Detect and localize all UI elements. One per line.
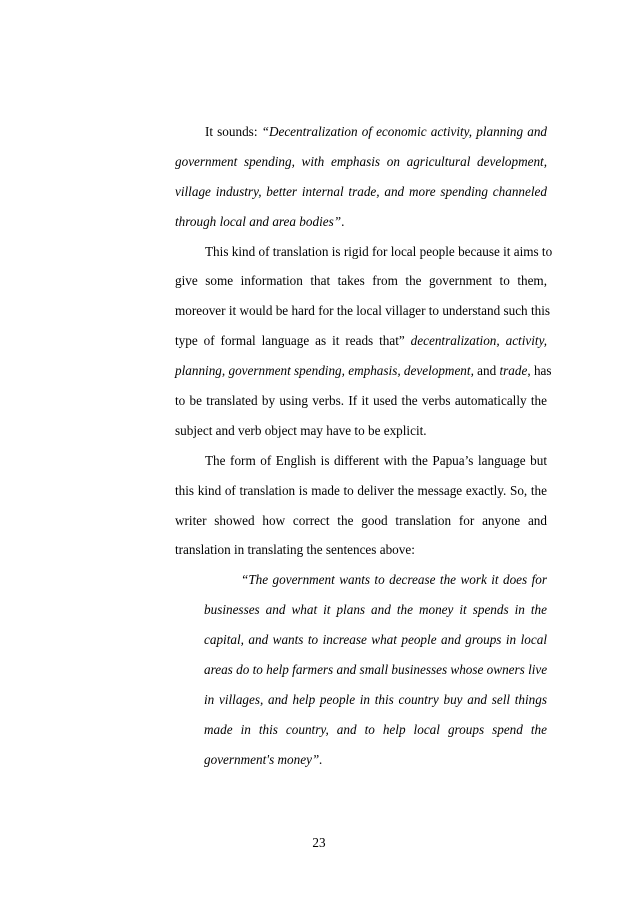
paragraph [175,237,553,446]
text-line [175,266,547,296]
text-line [204,625,547,655]
paragraph [175,117,547,237]
text-line [175,177,547,207]
text-line [175,416,547,446]
text-line [204,565,547,595]
italic-text: government spending, with emphasis on agricultural development, [175,153,547,169]
text-run: writer showed how correct the good translation for anyone and [175,512,547,528]
italic-text: planning, government spending, emphasis, development, [175,363,474,379]
text-run: . [341,213,345,229]
italic-text: businesses and what it plans and the money it spends in the [204,602,547,618]
block-quote [175,565,547,774]
italic-text: areas do to help farmers and small businesses whose owners live [204,662,548,678]
text-line [175,446,547,476]
text-line [175,326,547,356]
text-run: to be translated by using verbs. If it used the verbs automatically the [175,393,547,409]
italic-text: “The government wants to decrease the work it does for [241,572,547,588]
text-line [175,386,547,416]
text-run: , has [527,363,552,379]
text-line [175,117,547,147]
text-run: It sounds: [205,124,262,139]
italic-text: made in this country, and to help local groups spend the [204,721,547,737]
text-line [204,745,547,775]
text-line [175,476,547,506]
text-line [175,506,547,536]
text-run: subject and verb object may have to be explicit. [175,422,427,438]
text-run: This kind of translation is rigid for local people because it aims to [205,243,553,259]
text-run: translation in translating the sentences above: [175,542,415,558]
text-run: The form of English is different with the Papua’s language but [205,452,547,468]
italic-text: in villages, and help people in this country buy and sell things [204,691,547,707]
text-line [204,685,547,715]
text-run: and [473,363,500,379]
text-run: give some information that takes from the government to them, [175,273,547,289]
text-line [175,296,551,326]
text-run: type of formal language as it reads that” [175,333,411,349]
text-line [204,715,547,745]
italic-text: trade [499,363,528,379]
italic-text: village industry, better internal trade, and more spending channeled [175,183,547,199]
italic-text: “Decentralization of economic activity, planning and [261,124,548,139]
italic-text: capital, and wants to increase what people and groups in local [204,632,547,648]
text-line [175,535,547,565]
text-line [204,595,547,625]
paragraph [175,446,547,566]
page-number: 23 [312,835,326,850]
text-run: this kind of translation is made to deliver the message exactly. So, the [175,482,547,498]
text-line [204,655,547,685]
text-line [175,147,547,177]
italic-text: decentralization, activity, [410,333,547,349]
italic-text: through local and area bodies” [175,213,342,229]
text-run: moreover it would be hard for the local villager to understand such this [175,303,551,319]
italic-text: government's money”. [204,751,323,767]
body-text [175,117,553,775]
text-line [175,237,553,267]
text-line [175,356,552,386]
text-line [175,207,547,237]
